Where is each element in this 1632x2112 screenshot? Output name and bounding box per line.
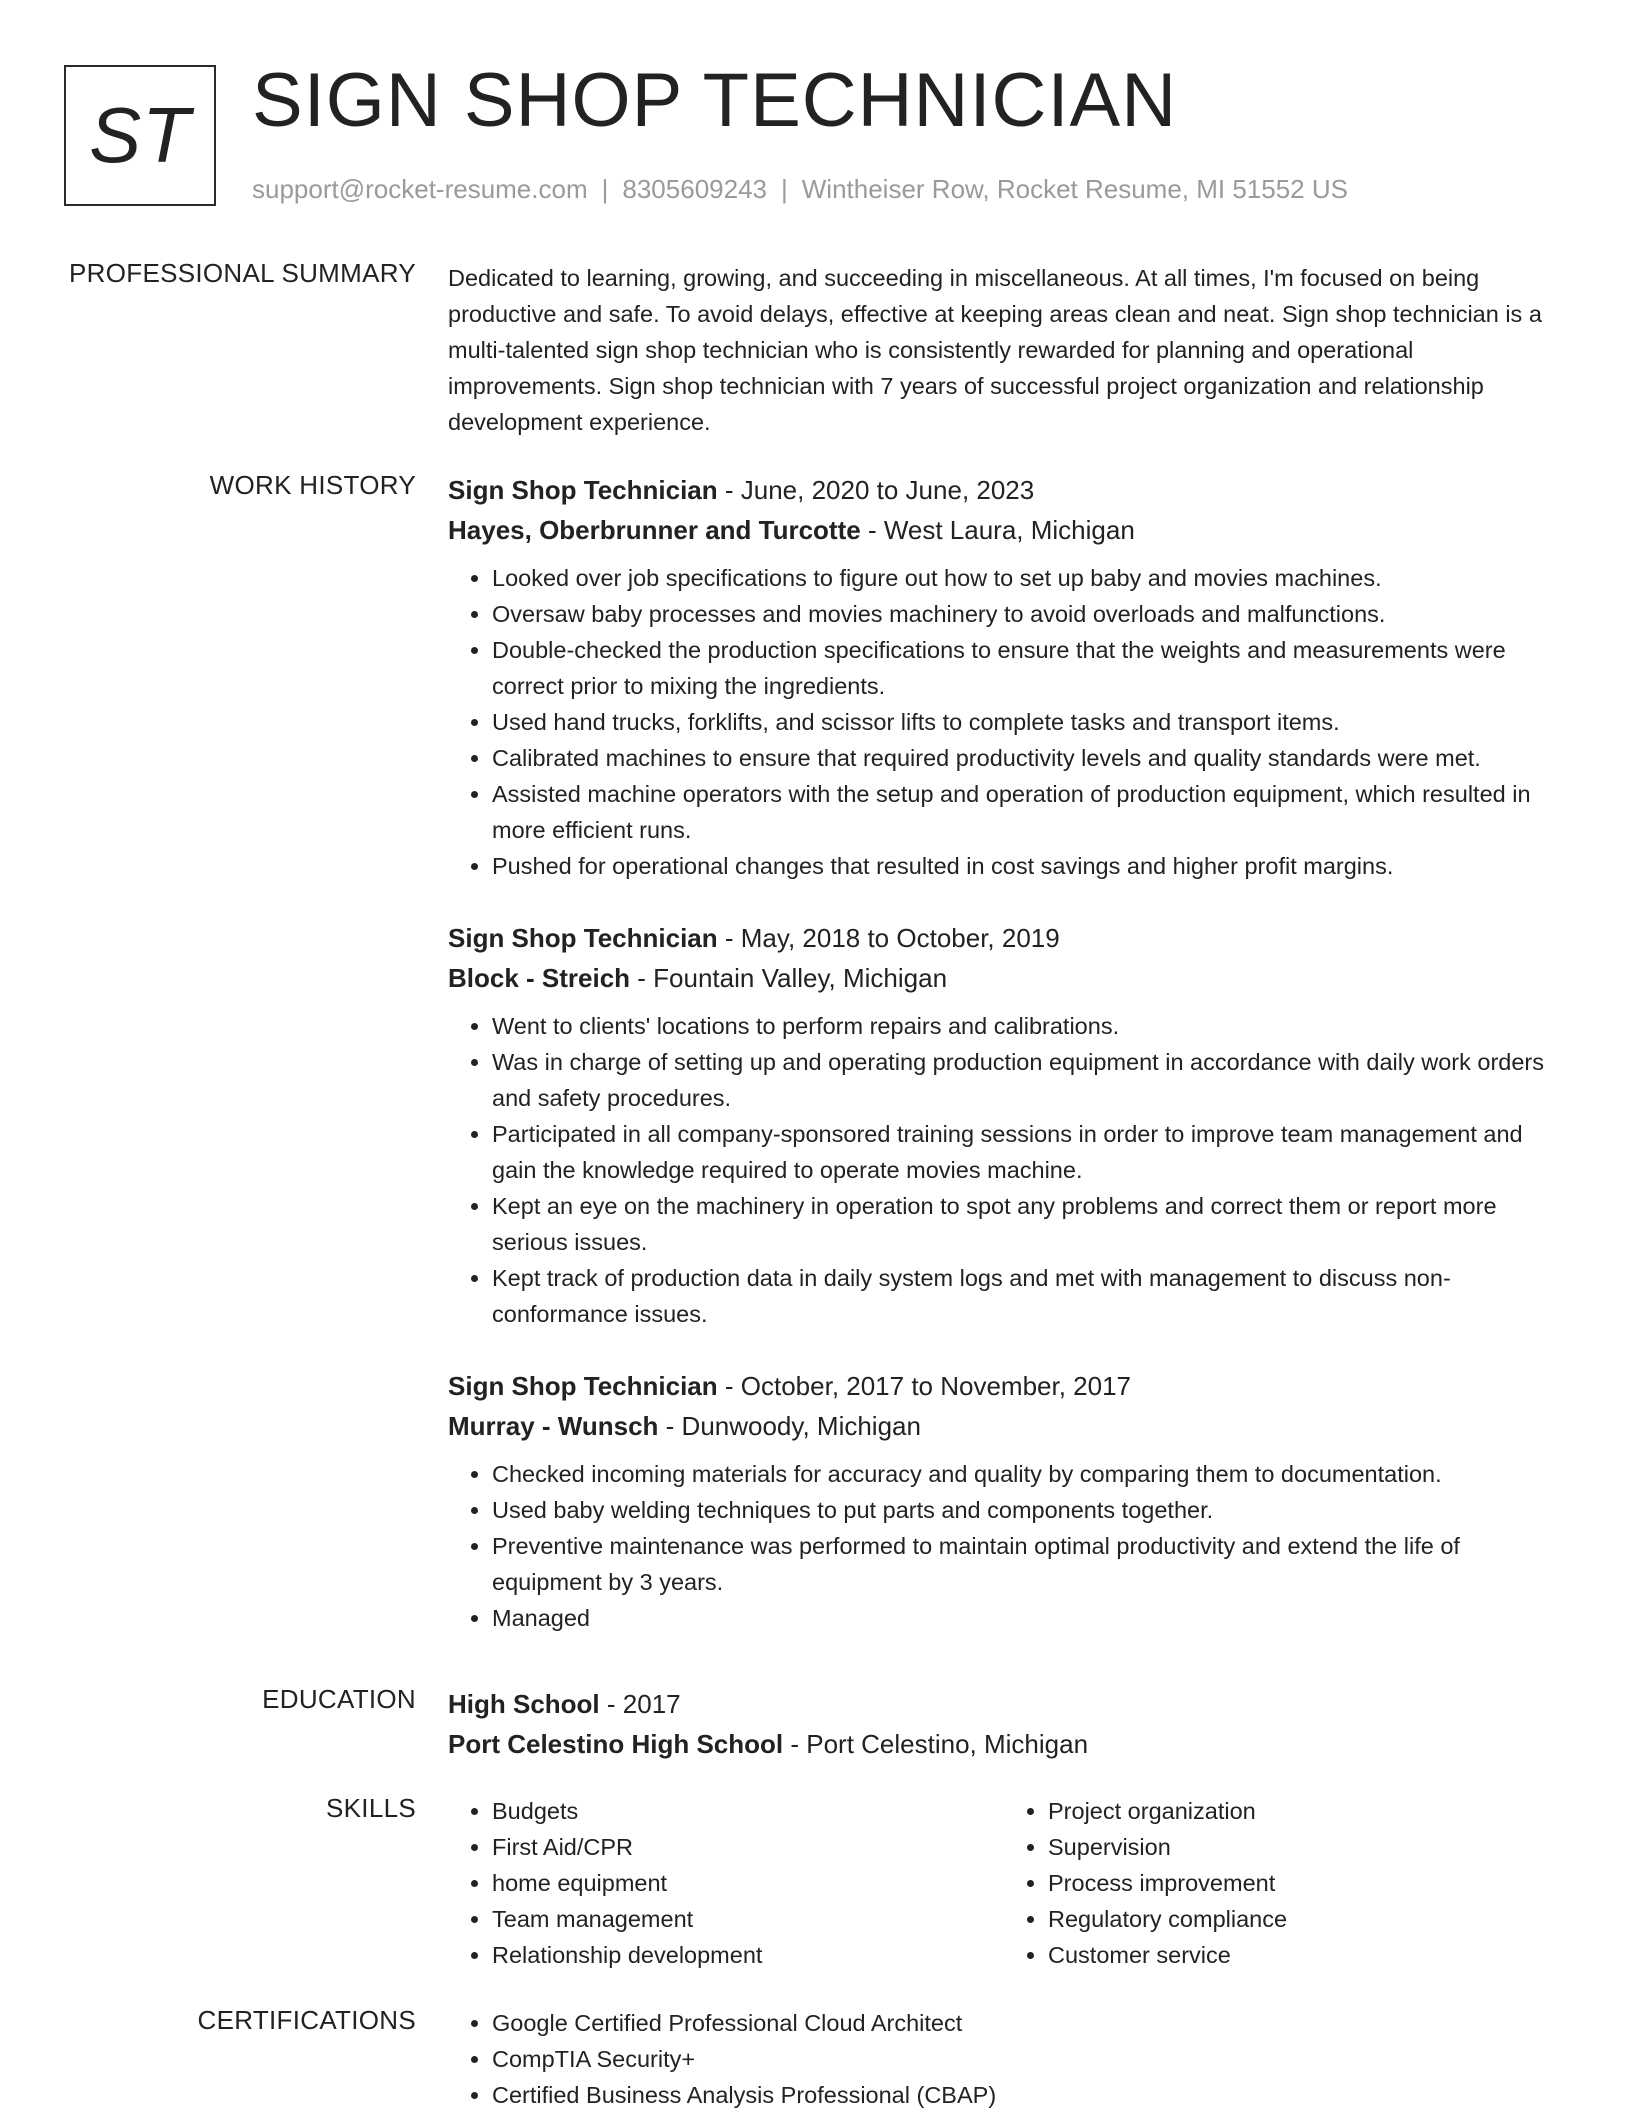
job-bullet: • Assisted machine operators with the setup and operation of production equipment, which resulted in more efficient runs. bbox=[492, 776, 1560, 848]
job-bullet: • Looked over job specifications to figure out how to set up baby and movies machines. bbox=[492, 560, 1560, 596]
skill-item: • Team management bbox=[492, 1901, 1004, 1937]
skill-item: • Relationship development bbox=[492, 1937, 1004, 1973]
job-entry bbox=[448, 1366, 1560, 1636]
job-bullet: • Went to clients' locations to perform repairs and calibrations. bbox=[492, 1008, 1560, 1044]
job-company: Hayes, Oberbrunner and Turcotte bbox=[448, 515, 861, 545]
job-title-line bbox=[448, 1366, 1560, 1406]
certification-item: • Google Certified Professional Cloud Architect bbox=[492, 2005, 1560, 2041]
skill-item: • Supervision bbox=[1048, 1829, 1560, 1865]
job-bullets bbox=[448, 1008, 1560, 1332]
education-school: Port Celestino High School bbox=[448, 1729, 784, 1759]
work-history-body bbox=[448, 470, 1560, 1670]
certifications-body bbox=[448, 2005, 1560, 2112]
section-label-certifications: CERTIFICATIONS bbox=[197, 2005, 416, 2035]
job-location: - Dunwoody, Michigan bbox=[658, 1411, 921, 1441]
section-label-education: EDUCATION bbox=[262, 1684, 416, 1714]
job-company-line bbox=[448, 510, 1560, 550]
job-bullet: • Calibrated machines to ensure that required productivity levels and quality standards were met. bbox=[492, 740, 1560, 776]
skill-item: • Process improvement bbox=[1048, 1865, 1560, 1901]
section-label-summary: PROFESSIONAL SUMMARY bbox=[69, 258, 416, 288]
job-title-line bbox=[448, 918, 1560, 958]
resume-title: SIGN SHOP TECHNICIAN bbox=[252, 58, 1178, 143]
job-dates: - June, 2020 to June, 2023 bbox=[717, 475, 1035, 505]
job-bullet: • Used baby welding techniques to put parts and components together. bbox=[492, 1492, 1560, 1528]
contact-separator: | bbox=[601, 174, 609, 204]
certification-item: • Certified Business Analysis Professional (CBAP) bbox=[492, 2077, 1560, 2112]
contact-phone: 8305609243 bbox=[622, 174, 767, 204]
job-bullet: • Managed bbox=[492, 1600, 1560, 1636]
certification-item: • CompTIA Security+ bbox=[492, 2041, 1560, 2077]
job-location: - West Laura, Michigan bbox=[860, 515, 1135, 545]
job-location: - Fountain Valley, Michigan bbox=[630, 963, 948, 993]
summary-text: Dedicated to learning, growing, and succeeding in miscellaneous. At all times, I'm focused on being productive and safe. To avoid delays, effective at keeping areas clean and neat. Sign shop technician is a multi-talented sign shop technician who is consistently rewarded for planning and operational improvements. Sign shop technician with 7 years of successful project organization and relationship development experience. bbox=[448, 265, 1542, 435]
skill-item: • Project organization bbox=[1048, 1793, 1560, 1829]
skills-grid bbox=[448, 1793, 1560, 1973]
job-dates: - October, 2017 to November, 2017 bbox=[717, 1371, 1132, 1401]
job-bullet: • Kept track of production data in daily system logs and met with management to discuss non-conformance issues. bbox=[492, 1260, 1560, 1332]
contact-line bbox=[252, 174, 1348, 205]
skill-item: • Regulatory compliance bbox=[1048, 1901, 1560, 1937]
education-year: - 2017 bbox=[599, 1689, 681, 1719]
job-title: Sign Shop Technician bbox=[448, 1371, 718, 1401]
job-bullets bbox=[448, 560, 1560, 884]
job-dates: - May, 2018 to October, 2019 bbox=[717, 923, 1060, 953]
contact-address: Wintheiser Row, Rocket Resume, MI 51552 US bbox=[801, 174, 1348, 204]
job-bullet: • Checked incoming materials for accuracy and quality by comparing them to documentation. bbox=[492, 1456, 1560, 1492]
section-label-skills: SKILLS bbox=[326, 1793, 416, 1823]
job-entry bbox=[448, 470, 1560, 884]
job-bullet: • Kept an eye on the machinery in operation to spot any problems and correct them or report more serious issues. bbox=[492, 1188, 1560, 1260]
job-title: Sign Shop Technician bbox=[448, 475, 718, 505]
section-label-work-history: WORK HISTORY bbox=[209, 470, 416, 500]
job-bullet: • Was in charge of setting up and operating production equipment in accordance with daily work orders and safety procedures. bbox=[492, 1044, 1560, 1116]
job-bullet: • Used hand trucks, forklifts, and scissor lifts to complete tasks and transport items. bbox=[492, 704, 1560, 740]
job-bullet: • Preventive maintenance was performed to maintain optimal productivity and extend the life of equipment by 3 years. bbox=[492, 1528, 1560, 1600]
certifications-list bbox=[448, 2005, 1560, 2112]
summary-body bbox=[448, 258, 1560, 440]
job-company-line bbox=[448, 958, 1560, 998]
job-title: Sign Shop Technician bbox=[448, 923, 718, 953]
education-body bbox=[448, 1684, 1560, 1764]
job-entry bbox=[448, 918, 1560, 1332]
monogram-logo: ST bbox=[64, 65, 216, 206]
job-bullet: • Pushed for operational changes that resulted in cost savings and higher profit margins. bbox=[492, 848, 1560, 884]
contact-email: support@rocket-resume.com bbox=[252, 174, 588, 204]
job-bullet: • Double-checked the production specifications to ensure that the weights and measurements were correct prior to mixing the ingredients. bbox=[492, 632, 1560, 704]
skill-item: • First Aid/CPR bbox=[492, 1829, 1004, 1865]
skill-item: • home equipment bbox=[492, 1865, 1004, 1901]
skill-item: • Customer service bbox=[1048, 1937, 1560, 1973]
education-degree: High School bbox=[448, 1689, 600, 1719]
job-bullet: • Participated in all company-sponsored training sessions in order to improve team management and gain the knowledge required to operate movies machine. bbox=[492, 1116, 1560, 1188]
skills-list-left bbox=[448, 1793, 1004, 1973]
job-bullet: • Oversaw baby processes and movies machinery to avoid overloads and malfunctions. bbox=[492, 596, 1560, 632]
contact-separator: | bbox=[781, 174, 788, 204]
education-degree-line bbox=[448, 1684, 1560, 1724]
skill-item: • Budgets bbox=[492, 1793, 1004, 1829]
job-company: Murray - Wunsch bbox=[448, 1411, 659, 1441]
education-location: - Port Celestino, Michigan bbox=[783, 1729, 1089, 1759]
job-company: Block - Streich bbox=[448, 963, 631, 993]
job-title-line bbox=[448, 470, 1560, 510]
job-bullets bbox=[448, 1456, 1560, 1636]
job-company-line bbox=[448, 1406, 1560, 1446]
skills-list-right bbox=[1004, 1793, 1560, 1973]
skills-body bbox=[448, 1793, 1560, 1973]
education-school-line bbox=[448, 1724, 1560, 1764]
